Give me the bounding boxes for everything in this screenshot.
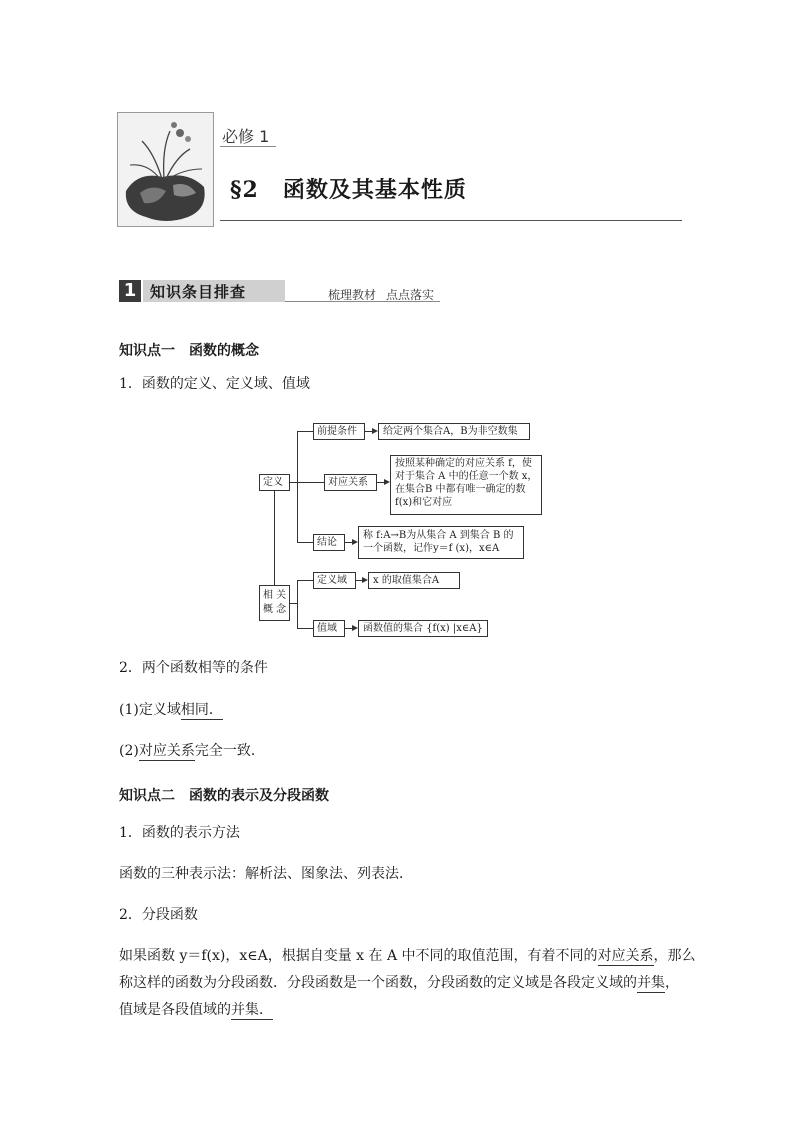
diagram-mapping-line-4: f(x)和它对应 bbox=[395, 497, 453, 508]
diagram-mapping-line-3: 在集合B 中都有唯一确定的数 bbox=[395, 484, 526, 495]
kp1-condition-2 bbox=[119, 744, 265, 758]
kp2-p1-a: 如果函数 y＝f(x)，x∈A，根据自变量 x 在 A 中不同的取值范围，有着不同的 bbox=[119, 948, 598, 964]
kp2-paragraph-line-1 bbox=[119, 949, 696, 963]
title-rule bbox=[220, 220, 682, 221]
section-title-text: 函数及其基本性质 bbox=[282, 177, 467, 203]
diagram-range-text-b: {f(x) |x∈A} bbox=[426, 623, 483, 634]
diagram-conclusion-label: 结论 bbox=[317, 537, 337, 548]
kp2-item2: 2．分段函数 bbox=[119, 907, 198, 923]
diagram-domain-text-box bbox=[368, 572, 460, 589]
diagram-mapping-text-box bbox=[390, 455, 542, 515]
diagram-related-line-1: 相 关 bbox=[263, 590, 287, 601]
diagram-range-label: 值域 bbox=[317, 623, 337, 634]
diagram-domain-text: x 的取值集合A bbox=[373, 575, 440, 586]
orchid-rock-illustration bbox=[118, 113, 213, 226]
banner-subtitle bbox=[328, 286, 444, 303]
banner-number: 1 bbox=[119, 280, 141, 302]
banner-subtitle-a: 梳理教材 bbox=[328, 288, 377, 302]
diagram-mapping-label: 对应关系 bbox=[328, 477, 368, 488]
kp1-item1: 1．函数的定义、定义域、值域 bbox=[119, 376, 310, 392]
diagram-mapping-line-1: 按照某种确定的对应关系 f，使 bbox=[395, 458, 532, 469]
diagram-premise-label: 前提条件 bbox=[317, 426, 357, 437]
banner-title: 知识条目排查 bbox=[150, 283, 247, 301]
diagram-definition-box bbox=[259, 474, 290, 491]
diagram-premise-text-box bbox=[378, 423, 530, 440]
diagram-related-box bbox=[259, 585, 290, 621]
banner-subtitle-b: 点点落实 bbox=[386, 288, 435, 302]
kp2-paragraph-line-2 bbox=[119, 976, 679, 990]
kp1-item2: 2．两个函数相等的条件 bbox=[119, 660, 268, 676]
kp2-item1: 1．函数的表示方法 bbox=[119, 825, 240, 841]
diagram-conclusion-line-2: 一个函数，记作y＝f (x)，x∈A bbox=[363, 543, 500, 554]
kp2-p3-a: 值域是各段值域的 bbox=[119, 1002, 231, 1018]
kp2-p2-fill: 并集 bbox=[637, 975, 665, 991]
section-title bbox=[230, 173, 467, 204]
section-number: §2 bbox=[230, 177, 259, 203]
kp1-condition-1-prefix: (1)定义域 bbox=[119, 702, 181, 718]
kp1-heading: 知识点一 函数的概念 bbox=[119, 343, 259, 359]
diagram-range-box bbox=[313, 620, 345, 637]
diagram-conclusion-text-box bbox=[358, 526, 524, 559]
kp2-p3-fill: 并集． bbox=[231, 1002, 273, 1018]
diagram-range-text-box bbox=[358, 620, 488, 637]
diagram-premise-text: 给定两个集合A，B为非空数集 bbox=[383, 426, 518, 437]
chapter-illustration bbox=[117, 112, 214, 227]
kp1-condition-1-fill: 相同． bbox=[180, 702, 223, 718]
diagram-definition-label: 定义 bbox=[263, 477, 283, 488]
kp1-condition-2-prefix: (2) bbox=[119, 743, 139, 759]
diagram-range-text-a: 函数值的集合 bbox=[363, 623, 423, 634]
diagram-domain-label: 定义域 bbox=[317, 575, 347, 586]
diagram-mapping-line-2: 对于集合 A 中的任意一个数 x， bbox=[395, 471, 538, 482]
chapter-label: 必修 1 bbox=[222, 127, 270, 146]
kp2-p2-b: ， bbox=[665, 975, 679, 991]
kp2-p2-a: 称这样的函数为分段函数．分段函数是一个函数，分段函数的定义域是各段定义域的 bbox=[119, 975, 637, 991]
diagram-conclusion-box bbox=[313, 534, 345, 551]
diagram-related-line-2: 概 念 bbox=[263, 604, 287, 615]
diagram-domain-box bbox=[313, 572, 356, 589]
kp2-p1-b: ，那么 bbox=[653, 948, 696, 964]
diagram-conclusion-line-1: 称 f:A→B为从集合 A 到集合 B 的 bbox=[363, 530, 514, 541]
kp2-methods: 函数的三种表示法：解析法、图象法、列表法． bbox=[119, 866, 413, 882]
kp1-condition-2-suffix: 完全一致． bbox=[194, 743, 265, 759]
kp2-p1-fill: 对应关系 bbox=[597, 948, 654, 964]
diagram-premise-box bbox=[313, 423, 365, 440]
chapter-label-rule bbox=[220, 146, 276, 147]
kp2-paragraph-line-3 bbox=[119, 1003, 273, 1017]
diagram-mapping-box bbox=[324, 474, 377, 491]
kp1-condition-1 bbox=[119, 703, 223, 717]
kp1-condition-2-fill: 对应关系 bbox=[138, 743, 195, 759]
kp2-heading: 知识点二 函数的表示及分段函数 bbox=[119, 788, 329, 804]
